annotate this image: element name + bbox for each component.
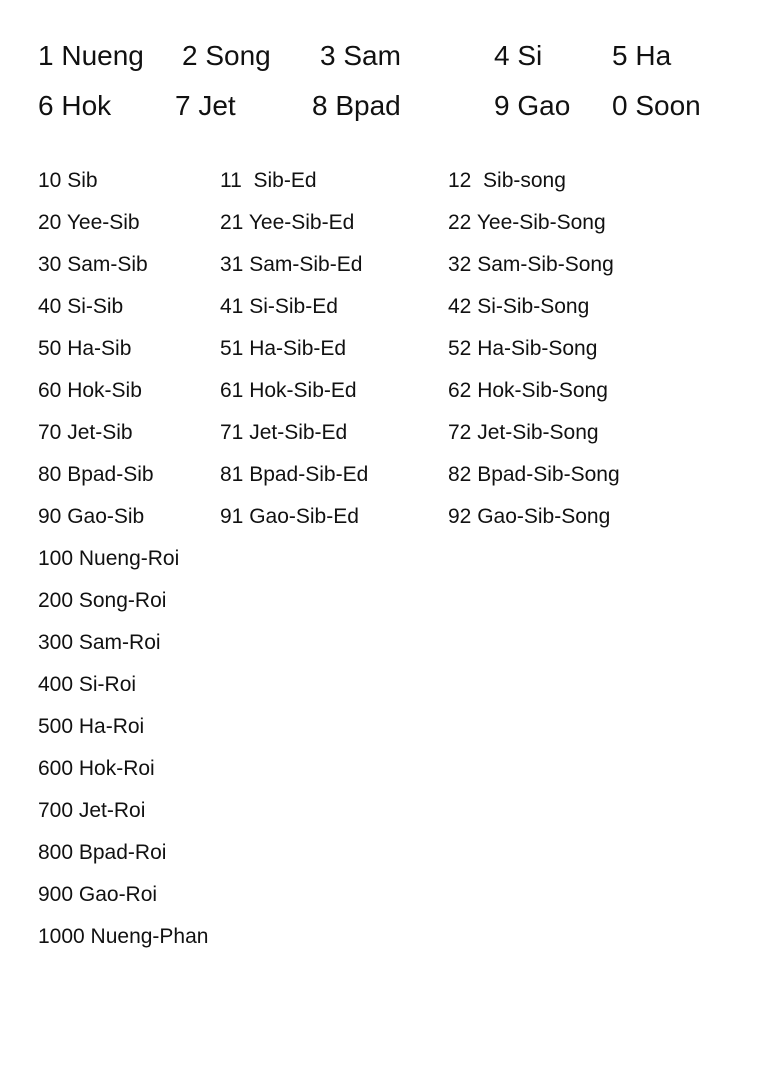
hundreds-word: 900 Gao-Roi [38, 883, 158, 906]
hundreds-word: 600 Hok-Roi [38, 757, 155, 780]
digit-word: 9 Gao [494, 90, 571, 121]
tens-word: 81 Bpad-Sib-Ed [220, 463, 369, 486]
digit-word: 5 Ha [612, 40, 672, 71]
tens-word: 82 Bpad-Sib-Song [448, 463, 620, 486]
tens-word: 50 Ha-Sib [38, 337, 132, 360]
tens-word: 52 Ha-Sib-Song [448, 337, 598, 360]
tens-word: 41 Si-Sib-Ed [220, 295, 338, 318]
hundreds-word: 1000 Nueng-Phan [38, 925, 209, 948]
tens-word: 10 Sib [38, 169, 98, 192]
tens-word: 40 Si-Sib [38, 295, 124, 318]
hundreds-word: 100 Nueng-Roi [38, 547, 180, 570]
digit-word: 7 Jet [175, 90, 236, 121]
tens-word: 32 Sam-Sib-Song [448, 253, 614, 276]
tens-word: 11 Sib-Ed [220, 169, 317, 192]
tens-word: 62 Hok-Sib-Song [448, 379, 608, 402]
digit-word: 4 Si [494, 40, 543, 71]
hundreds-word: 200 Song-Roi [38, 589, 167, 612]
tens-word: 71 Jet-Sib-Ed [220, 421, 348, 444]
digit-word: 6 Hok [38, 90, 112, 121]
hundreds-word: 700 Jet-Roi [38, 799, 146, 822]
tens-word: 61 Hok-Sib-Ed [220, 379, 357, 402]
tens-word: 90 Gao-Sib [38, 505, 145, 528]
digit-word: 2 Song [182, 40, 271, 71]
tens-word: 30 Sam-Sib [38, 253, 148, 276]
tens-word: 20 Yee-Sib [38, 211, 140, 234]
tens-word: 22 Yee-Sib-Song [448, 211, 606, 234]
tens-word: 31 Sam-Sib-Ed [220, 253, 363, 276]
hundreds-word: 300 Sam-Roi [38, 631, 161, 654]
tens-word: 42 Si-Sib-Song [448, 295, 590, 318]
tens-word: 51 Ha-Sib-Ed [220, 337, 347, 360]
tens-word: 70 Jet-Sib [38, 421, 133, 444]
tens-word: 12 Sib-song [448, 169, 566, 192]
digit-word: 0 Soon [612, 90, 701, 121]
tens-word: 91 Gao-Sib-Ed [220, 505, 359, 528]
digit-word: 3 Sam [320, 40, 401, 71]
tens-word: 60 Hok-Sib [38, 379, 142, 402]
tens-word: 80 Bpad-Sib [38, 463, 154, 486]
hundreds-word: 800 Bpad-Roi [38, 841, 167, 864]
hundreds-word: 400 Si-Roi [38, 673, 137, 696]
hundreds-word: 500 Ha-Roi [38, 715, 145, 738]
digit-word: 8 Bpad [312, 90, 401, 121]
tens-word: 21 Yee-Sib-Ed [220, 211, 355, 234]
tens-word: 72 Jet-Sib-Song [448, 421, 599, 444]
tens-word: 92 Gao-Sib-Song [448, 505, 611, 528]
digit-word: 1 Nueng [38, 40, 144, 71]
